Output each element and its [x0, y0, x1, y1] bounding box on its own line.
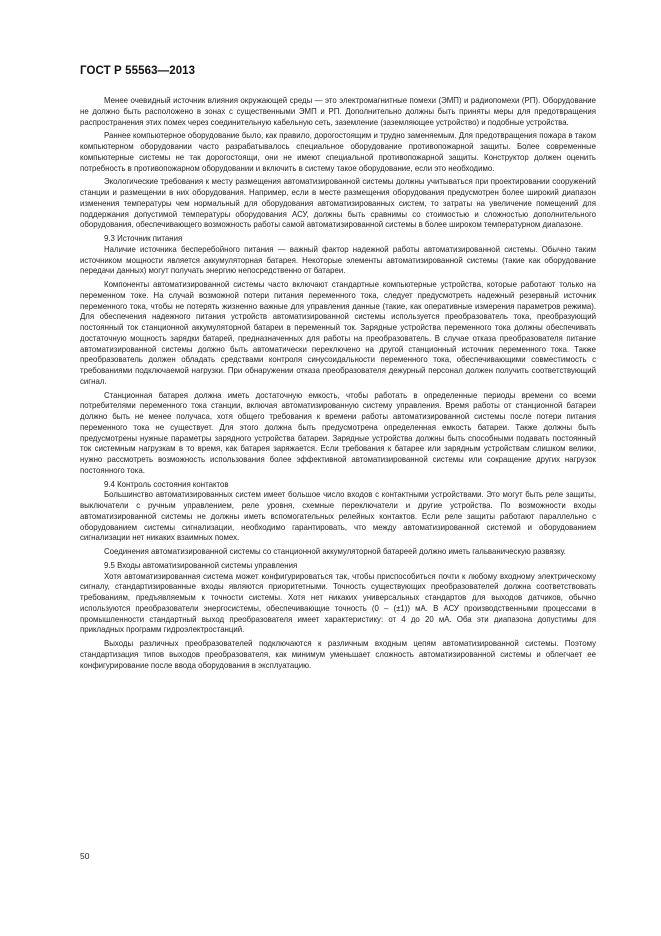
paragraph: Станционная батарея должна иметь достаточную емкость, чтобы работать в определенные периоды времени со всеми потребителями переменного тока станции, включая автоматизированную систему управления. Время работы от станционной батареи должно быть не менее получаса, хотя общего требования к времени работы автоматизированной системы после потери питания переменного тока не существует. Для этого должна быть предусмотрена определенная емкость батареи. Также должны быть предусмотрены нужные параметры зарядного устройства батареи. Зарядные устройства должны быть способными подавать постоянный ток системным нагрузкам в то время, как батарея заряжается. Если требования к батарее или зарядным устройствам слишком велики, нужно рассмотреть возможность использования более эффективной автоматизированной системы или сокращение других нагрузок постоянного тока. — [80, 390, 596, 475]
document-body — [80, 96, 596, 674]
paragraph: Большинство автоматизированных систем имеет большое число входов с контактными устройствами. Это могут быть реле защиты, выключатели с ручным управлением, реле уровня, схемные переключатели и другие устройства. По возможности входы автоматизированной системы не должны иметь вспомогательных релейных контактов. Если реле защиты работают параллельно с оборудованием системы сигнализации, необходимо гарантировать, что между автоматизированной системой и оборудованием сигнализации нет никаких взаимных помех. — [80, 490, 596, 543]
section-heading: 9.5 Входы автоматизированной системы управления — [104, 560, 298, 570]
paragraph: Соединения автоматизированной системы со станционной аккумуляторной батареей должно иметь гальваническую развязку. — [104, 547, 566, 556]
paragraph: Менее очевидный источник влияния окружающей среды — это электромагнитные помехи (ЭМП) и радиопомехи (РП). Оборудование не должно быть расположено в зонах с существенными ЭМП и РП. Дополнительно должны быть приняты меры для предотвращения распространения этих помех через соединительную кабельную сеть, заземление (заземляющее устройство) и подобные устройства. — [80, 96, 596, 127]
paragraph: Экологические требования к месту размещения автоматизированной системы должны учитываться при проектировании сооружений станции и размещении в них оборудования. Например, если в месте размещения оборудования предусмотрен более широкий диапазон изменения температуры чем нормальный для оборудования автоматизированных систем, то затраты на увеличение помещений для поддержания допустимой температуры оборудования АСУ, должны быть сравнимы со стоимостью и сложностью дополнительного оборудования, обеспечивающего возможность работы самой автоматизированной системы в более широком температурном диапазоне. — [80, 177, 596, 230]
paragraph: Выходы различных преобразователей подключаются к различным входным цепям автоматизированной системы. Поэтому стандартизация типов выходов преобразователя, как минимум уменьшает сложность автоматизированной системы и облегчает ее конфигурирование после ввода оборудования в эксплуатацию. — [80, 639, 596, 670]
document-header: ГОСТ Р 55563—2013 — [80, 65, 196, 77]
paragraph: Раннее компьютерное оборудование было, как правило, дорогостоящим и трудно заменяемым. Для предотвращения пожара в таком компьютерном оборудовании часто разрабатывалось специальное оборудование противопожарной защиты. Более современные компьютерные системы не так дорогостоящи, они не имеют специальной противопожарной защиты. Конструктор должен оценить потребность в противопожарном оборудовании и включить в систему такое оборудование, если это необходимо. — [80, 131, 596, 173]
paragraph: Компоненты автоматизированной системы часто включают стандартные компьютерные устройства, которые работают только на переменном токе. На случай возможной потери питания переменного тока, следует предусмотреть надежный резервный источник переменного тока, чтобы не потерять жизненно важные для управления данные (такие, как оперативные измерения параметров режима). Для обеспечения надежного питания устройств автоматизированной системы используется преобразователь тока, преобразующий постоянный ток станционной аккумуляторной батареи в переменный ток. Зарядные устройства переменного тока должны обеспечивать достаточную мощность зарядки батарей, предназначенных для работы на преобразователь. В случае отказа преобразователя питание автоматизированной системы должно быть автоматически переключено на другой станционный источник переменного тока. Также преобразователь должен обладать средствами контроля синусоидальности переменного тока, обеспечивающими совместимость с требованиями подключаемой нагрузки. При обнаружении отказа преобразователя дежурный персонал должен получить соответствующий сигнал. — [80, 280, 596, 386]
section-heading: 9.3 Источник питания — [104, 234, 183, 243]
paragraph: Хотя автоматизированная система может конфигурироваться так, чтобы приспособиться почти к любому входному электрическому сигналу, стандартизированные входы являются приоритетными. Точность существующих преобразователей должна соответствовать требованиям, предъявляемым к точности системы. Хотя нет никаких универсальных стандартов для выходов датчиков, обычно используются преобразователи энергосистемы, обеспечивающие точность (0 – (±1)) мА. В АСУ производственными процессами в промышленности стандартный выход преобразователя имеет характеристику: от 4 до 20 мА. Оба эти диапазона допустимы для прикладных программ гидроэлектростанций. — [80, 571, 596, 635]
paragraph: Наличие источника бесперебойного питания — важный фактор надежной работы автоматизированной системы. Обычно таким источником мощности является аккумуляторная батарея. Некоторые элементы автоматизированной системы (такие как оборудование передачи данных) могут получать энергию непосредственно от батареи. — [80, 244, 596, 276]
page-number: 50 — [80, 851, 90, 861]
section-heading: 9.4 Контроль состояния контактов — [104, 479, 229, 489]
